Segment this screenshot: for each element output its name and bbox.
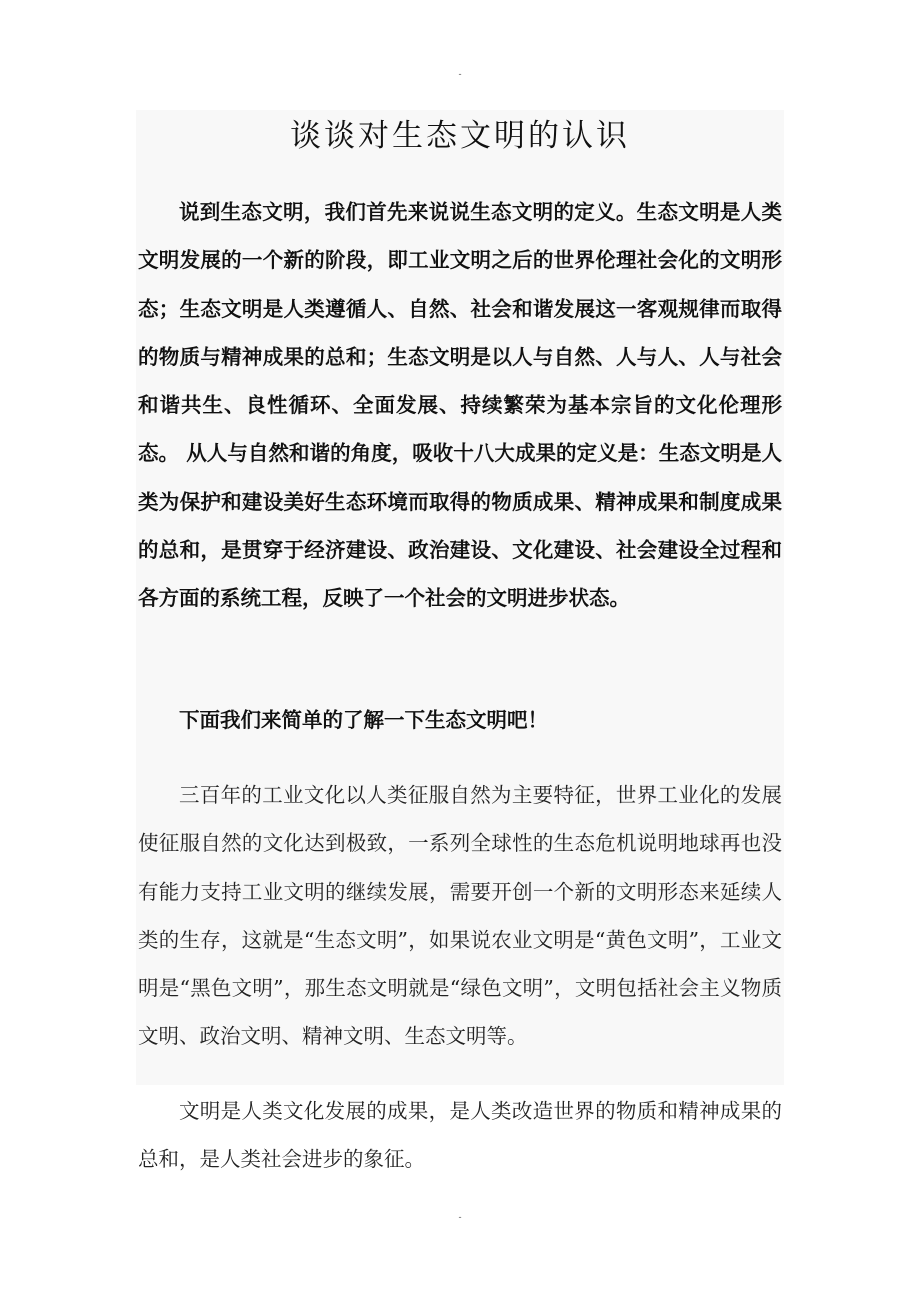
paragraph-definition: 说到生态文明，我们首先来说说生态文明的定义。生态文明是人类文明发展的一个新的阶段，即工业文明之后的世界伦理社会化的文明形态；生态文明是人类遵循人、自然、社会和谐发展这一客观规律而取得的物质与精神成果的总和；生态文明是以人与自然、人与人、人与社会和谐共生、良性循环、全面发展、持续繁荣为基本宗旨的文化伦理形态。 从人与自然和谐的角度，吸收十八大成果的定义是：生态文明是人类为保护和建设美好生态环境而取得的物质成果、精神成果和制度成果的总和，是贯穿于经济建设、政治建设、文化建设、社会建设全过程和各方面的系统工程，反映了一个社会的文明进步状态。 <box>138 200 782 611</box>
paragraph-intro: 下面我们来简单的了解一下生态文明吧！ <box>179 708 548 732</box>
page-header-mark: - <box>458 70 462 80</box>
page-footer-mark: - <box>458 1213 462 1223</box>
paragraph-industrial-history: 三百年的工业文化以人类征服自然为主要特征，世界工业化的发展使征服自然的文化达到极致，一系列全球性的生态危机说明地球再也没有能力支持工业文明的继续发展，需要开创一个新的文明形态来延续人类的生存，这就是“生态文明”，如果说农业文明是“黄色文明”，工业文明是“黑色文明”，那生态文明就是“绿色文明”，文明包括社会主义物质文明、政治文明、精神文明、生态文明等。 <box>138 783 782 1049</box>
document-title: 谈谈对生态文明的认识 <box>290 118 630 154</box>
paragraph-civilization-summary: 文明是人类文化发展的成果，是人类改造世界的物质和精神成果的总和，是人类社会进步的象征。 <box>138 1099 782 1172</box>
